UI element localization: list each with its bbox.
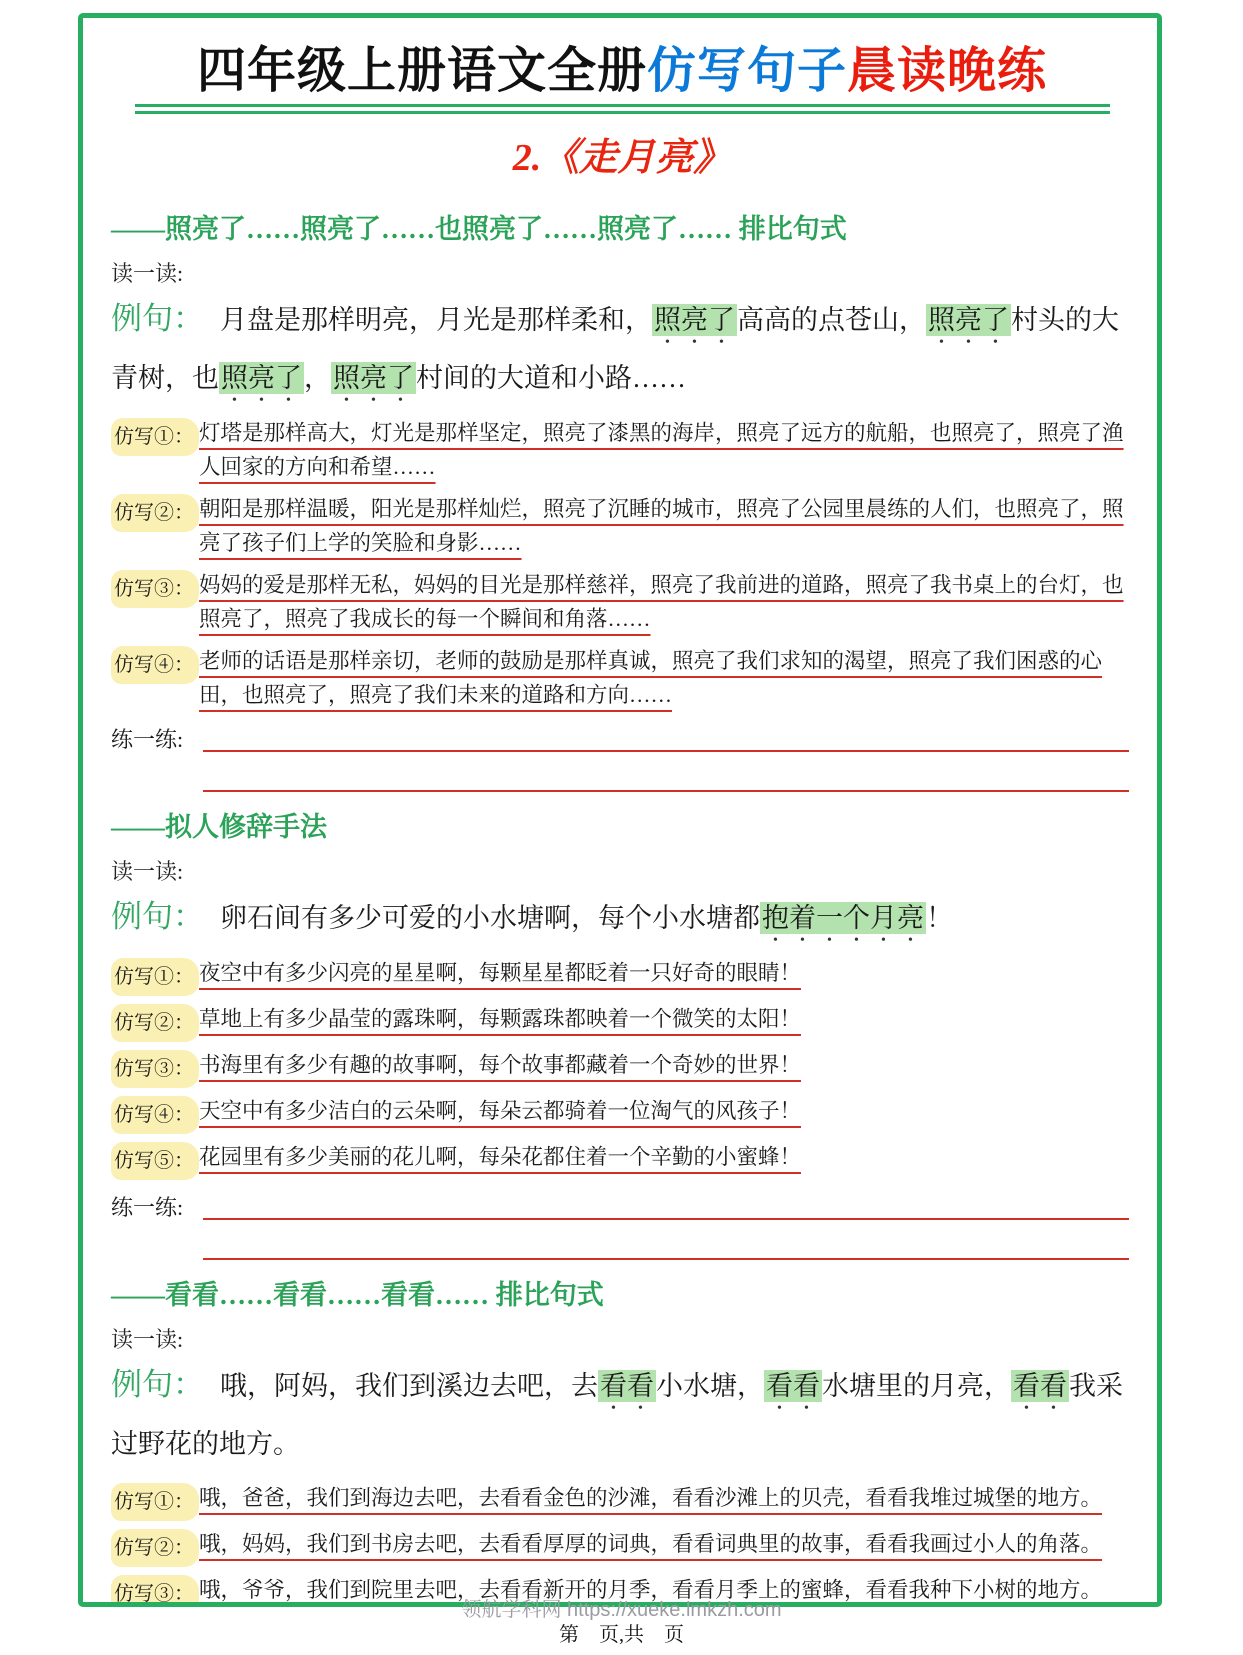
- highlighted-phrase: 看看: [766, 1371, 820, 1401]
- fangxie-row: [111, 416, 1133, 484]
- page-title: [111, 42, 1133, 100]
- example-sentence: [111, 888, 1133, 948]
- practice-label: 练一练:: [111, 1195, 184, 1220]
- fangxie-text: 书海里有多少有趣的故事啊，每个故事都藏着一个奇妙的世界！: [199, 1053, 802, 1077]
- fangxie-row: [111, 1048, 1133, 1088]
- read-label: 读一读:: [111, 261, 184, 286]
- practice-label: 练一练:: [111, 727, 184, 752]
- plain-phrase: 我采过野花的地方。: [111, 1371, 1123, 1459]
- example-label: 例句：: [111, 301, 204, 336]
- fangxie-row: [111, 568, 1133, 636]
- title-practice-part: 晨读晚练: [847, 43, 1048, 98]
- title-grade-part: 四年级上册语文全册: [196, 43, 647, 98]
- practice-block: [111, 1190, 1133, 1260]
- example-sentence: [111, 290, 1133, 408]
- fangxie-label: 仿写①：: [111, 956, 199, 996]
- section-heading: ——照亮了……照亮了……也照亮了……照亮了…… 排比句式: [111, 214, 847, 244]
- section-zhaoliang-parallel: [111, 212, 1133, 792]
- fangxie-row: [111, 1094, 1133, 1134]
- fangxie-text: 哦，爸爸，我们到海边去吧，去看看金色的沙滩，看看沙滩上的贝壳，看看我堆过城堡的地方。: [199, 1486, 1103, 1510]
- plain-phrase: 村头的大青树，也: [111, 305, 1119, 393]
- lesson-subtitle: 2.《走月亮》: [512, 137, 732, 179]
- fangxie-label: 仿写②：: [111, 1002, 199, 1042]
- fangxie-row: [111, 956, 1133, 996]
- example-sentence: [111, 1356, 1133, 1473]
- fangxie-row: [111, 1527, 1133, 1567]
- fangxie-label: 仿写③：: [111, 1573, 199, 1607]
- fangxie-label: 仿写④：: [111, 644, 199, 684]
- fangxie-label: 仿写①：: [111, 1481, 199, 1521]
- fangxie-row: [111, 1140, 1133, 1180]
- example-text: [111, 304, 1119, 394]
- page-number-label: 第 页,共 页: [559, 1624, 684, 1646]
- fangxie-text: 灯塔是那样高大，灯光是那样坚定，照亮了漆黑的海岸，照亮了远方的航船，也照亮了，照亮了渔人回家的方向和希望……: [199, 421, 1124, 479]
- practice-blank-line: [203, 1190, 1129, 1220]
- plain-phrase: ！: [926, 903, 953, 933]
- title-topic-part: 仿写句子: [646, 43, 847, 98]
- fangxie-row: [111, 644, 1133, 712]
- fangxie-text: 夜空中有多少闪亮的星星啊，每颗星星都眨着一只好奇的眼睛！: [199, 961, 802, 985]
- fangxie-text: 老师的话语是那样亲切，老师的鼓励是那样真诚，照亮了我们求知的渴望，照亮了我们困惑的心田，也照亮了，照亮了我们未来的道路和方向……: [199, 649, 1103, 707]
- worksheet-green-border: [78, 13, 1162, 1607]
- fangxie-row: [111, 1002, 1133, 1042]
- plain-phrase: 水塘里的月亮，: [822, 1371, 1011, 1401]
- plain-phrase: 小水塘，: [656, 1371, 764, 1401]
- highlighted-phrase: 看看: [1013, 1371, 1067, 1401]
- practice-blank-line: [203, 752, 1129, 792]
- fangxie-label: 仿写③：: [111, 1048, 199, 1088]
- plain-phrase: 村间的大道和小路……: [416, 363, 686, 393]
- practice-blank-line: [203, 722, 1129, 752]
- fangxie-label: 仿写②：: [111, 492, 199, 532]
- fangxie-label: 仿写③：: [111, 568, 199, 608]
- plain-phrase: 月盘是那样明亮，月光是那样柔和，: [220, 305, 652, 335]
- read-label: 读一读:: [111, 1327, 184, 1352]
- fangxie-text: 草地上有多少晶莹的露珠啊，每颗露珠都映着一个微笑的太阳！: [199, 1007, 802, 1031]
- fangxie-label: 仿写①：: [111, 416, 199, 456]
- fangxie-row: [111, 1481, 1133, 1521]
- section-personification: [111, 810, 1133, 1260]
- example-label: 例句：: [111, 899, 204, 934]
- fangxie-label: 仿写②：: [111, 1527, 199, 1567]
- plain-phrase: 卵石间有多少可爱的小水塘啊，每个小水塘都: [220, 903, 760, 933]
- example-text: [111, 1370, 1123, 1459]
- practice-block: [111, 722, 1133, 792]
- highlighted-phrase: 照亮了: [333, 363, 414, 393]
- highlighted-phrase: 照亮了: [654, 305, 735, 335]
- section-heading: ——拟人修辞手法: [111, 812, 327, 842]
- fangxie-label: 仿写④：: [111, 1094, 199, 1134]
- highlighted-phrase: 抱着一个月亮: [762, 903, 924, 933]
- practice-blank-line: [203, 1220, 1129, 1260]
- example-label: 例句：: [111, 1367, 204, 1402]
- fangxie-text: 朝阳是那样温暖，阳光是那样灿烂，照亮了沉睡的城市，照亮了公园里晨练的人们，也照亮了，照亮了孩子们上学的笑脸和身影……: [199, 497, 1124, 555]
- read-label: 读一读:: [111, 859, 184, 884]
- highlighted-phrase: 照亮了: [928, 305, 1009, 335]
- fangxie-label: 仿写⑤：: [111, 1140, 199, 1180]
- fangxie-text: 花园里有多少美丽的花儿啊，每朵花都住着一个辛勤的小蜜蜂！: [199, 1145, 802, 1169]
- highlighted-phrase: 看看: [600, 1371, 654, 1401]
- plain-phrase: 高高的点苍山，: [737, 305, 926, 335]
- title-double-underline: [135, 104, 1110, 114]
- practice-lines: [203, 1190, 1129, 1260]
- page-footer: [0, 1591, 1243, 1655]
- plain-phrase: 哦，阿妈，我们到溪边去吧，去: [220, 1371, 598, 1401]
- watermark-text: 领航学科网 https://xueke.lmkzh.com: [461, 1599, 782, 1621]
- plain-phrase: ，: [304, 363, 331, 393]
- fangxie-row: [111, 492, 1133, 560]
- section-heading: ——看看……看看……看看…… 排比句式: [111, 1280, 604, 1310]
- fangxie-text: 妈妈的爱是那样无私，妈妈的目光是那样慈祥，照亮了我前进的道路，照亮了我书桌上的台灯，也照亮了，照亮了我成长的每一个瞬间和角落……: [199, 573, 1124, 631]
- example-text: [220, 902, 953, 934]
- highlighted-phrase: 照亮了: [221, 363, 302, 393]
- fangxie-text: 天空中有多少洁白的云朵啊，每朵云都骑着一位淘气的风孩子！: [199, 1099, 802, 1123]
- fangxie-text: 哦，妈妈，我们到书房去吧，去看看厚厚的词典，看看词典里的故事，看看我画过小人的角落。: [199, 1532, 1103, 1556]
- practice-lines: [203, 722, 1129, 792]
- section-kankan-parallel: [111, 1278, 1133, 1607]
- fangxie-text: 哦，爷爷，我们到院里去吧，去看看新开的月季，看看月季上的蜜蜂，看看我种下小树的地方。: [199, 1578, 1103, 1602]
